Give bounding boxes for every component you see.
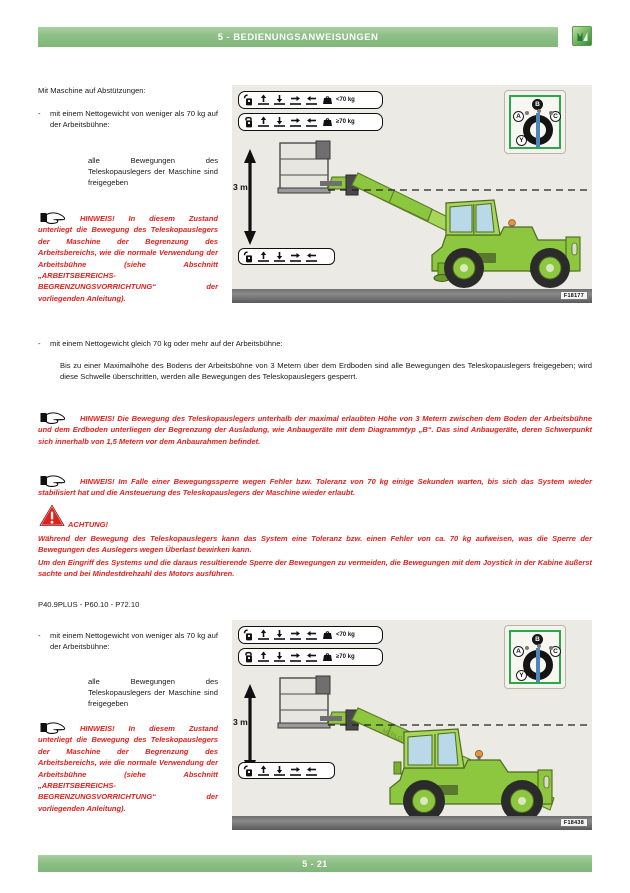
arrow-lift-up-icon bbox=[257, 629, 270, 641]
bullet-text: mit einem Nettogewicht von weniger als 70 kg auf der Arbeitsbühne: bbox=[50, 109, 218, 130]
weight-limit-label: <70 kg bbox=[336, 632, 355, 638]
arrow-lower-down-icon bbox=[273, 116, 286, 128]
selector-label-y: Y bbox=[516, 135, 527, 146]
section-one-note: HINWEIS! In diesem Zustand unterliegt die Bewegung des Teleskopauslegers der Maschine der Begrenzung des Arbeitsbereichs, wie die normale Verwendung der Arbeitsbühne (siehe Abschnitt „ARBEITSBEREICHS-BEGRENZUNGSVORRICHTUNG“ der vorliegenden Anleitung). bbox=[38, 214, 218, 303]
arrow-lower-down-icon bbox=[273, 629, 286, 641]
arrow-extend-out-icon bbox=[289, 94, 302, 106]
status-badge-lower bbox=[238, 762, 335, 779]
movement-arrow-group bbox=[257, 116, 318, 128]
warning-title: ACHTUNG! bbox=[68, 520, 108, 529]
status-badge-over-70kg bbox=[238, 113, 383, 131]
merlo-logo-icon bbox=[572, 26, 592, 46]
weight-icon bbox=[322, 117, 333, 127]
arrow-lift-up-icon bbox=[257, 116, 270, 128]
warning-triangle-icon bbox=[39, 504, 65, 527]
section-two-paragraph: Bis zu einer Maximalhöhe des Bodens der Arbeitsbühne von 3 Metern über dem Erdboden sind alle Bewegungen des Teleskopauslegers freigegeben; wird diese Schwelle überschritten, werden alle Bewegungen des Teleskopauslegers gesperrt. bbox=[60, 361, 592, 382]
height-measure-label: 3 m bbox=[233, 182, 248, 192]
bullet-dash: - bbox=[38, 339, 41, 348]
selector-label-b: B bbox=[532, 99, 543, 110]
status-badge-under-70kg bbox=[238, 626, 383, 644]
selector-label-c: C bbox=[550, 111, 561, 122]
status-badge-lower bbox=[238, 248, 335, 265]
weight-icon bbox=[322, 652, 333, 662]
arrow-retract-in-icon bbox=[305, 629, 318, 641]
page-header-bar bbox=[38, 27, 558, 47]
arrow-lower-down-icon bbox=[273, 251, 286, 263]
ground-strip bbox=[232, 289, 592, 303]
section-three-bullet bbox=[38, 630, 218, 652]
selector-label-c: C bbox=[550, 646, 561, 657]
arrow-extend-out-icon bbox=[289, 629, 302, 641]
platform-unlocked-icon bbox=[243, 251, 254, 263]
platform-unlocked-icon bbox=[243, 94, 254, 106]
arrow-extend-out-icon bbox=[289, 765, 302, 777]
warning-paragraph-two: Um den Eingriff des Systems und die daraus resultierende Sperre der Bewegungen zu vermeiden, die Bewegungen mit dem Joystick in der Kabine äußerst sachte und bei Mindestdrehzahl des Motors ausführen. bbox=[38, 558, 592, 579]
selector-terminals bbox=[523, 107, 555, 117]
arrow-lower-down-icon bbox=[273, 94, 286, 106]
movement-arrow-group bbox=[257, 94, 318, 106]
height-measure-label: 3 m bbox=[233, 717, 248, 727]
arrow-lift-up-icon bbox=[257, 94, 270, 106]
weight-icon bbox=[322, 95, 333, 105]
note-block-movement-lock: HINWEIS! Im Falle einer Bewegungssperre wegen Fehler bzw. Toleranz von 70 kg einige Sekunden warten, bis sich das System wieder stabilisiert hat und die Ansteuerung des Teleskopauslegers der Maschine wieder erlaubt. bbox=[38, 477, 592, 498]
arrow-retract-in-icon bbox=[305, 94, 318, 106]
work-platform bbox=[278, 676, 358, 730]
arrow-lift-up-icon bbox=[257, 651, 270, 663]
section-one-bullet bbox=[38, 108, 218, 130]
movement-arrow-group bbox=[257, 651, 318, 663]
bullet-text: mit einem Nettogewicht gleich 70 kg oder mehr auf der Arbeitsbühne: bbox=[50, 339, 283, 348]
note-block-diagram-type-b: HINWEIS! Die Bewegung des Teleskopauslegers unterhalb der maximal erlaubten Höhe von 3 Metern zwischen dem Boden der Arbeitsbühne und dem Erdboden unterliegen der Begrenzung der Ausladung, wie Anbaugeräte mit dem Diagrammtyp „B“. Das sind Anbaugeräte, deren Schwerpunkt sich innerhalb von 1,5 Metern vor dem Anbaurahmen befindet. bbox=[38, 414, 592, 446]
figure-id-label: F18438 bbox=[560, 818, 588, 827]
work-platform bbox=[278, 141, 358, 195]
arrow-lift-up-icon bbox=[257, 765, 270, 777]
bullet-dash: - bbox=[38, 109, 41, 118]
weight-icon bbox=[322, 630, 333, 640]
bullet-dash: - bbox=[38, 631, 41, 640]
weight-limit-label: ≥70 kg bbox=[336, 119, 355, 125]
selector-label-a: A bbox=[513, 111, 524, 122]
warning-paragraph-one: Während der Bewegung des Teleskopauslegers kann das System eine Toleranz bzw. einen Fehler von ca. 70 kg aufweisen, was die Sperre der Bewegungen des Auslegers wegen Überlast bewirken kann. bbox=[38, 534, 592, 555]
arrow-retract-in-icon bbox=[305, 251, 318, 263]
arrow-lower-down-icon bbox=[273, 651, 286, 663]
platform-unlocked-icon bbox=[243, 765, 254, 777]
height-measure-arrows bbox=[244, 149, 256, 245]
selector-label-y: Y bbox=[516, 670, 527, 681]
arrow-lift-up-icon bbox=[257, 251, 270, 263]
machine-models-line: P40.9PLUS - P60.10 - P72.10 bbox=[38, 600, 140, 609]
weight-limit-label: <70 kg bbox=[336, 97, 355, 103]
arrow-extend-out-icon bbox=[289, 651, 302, 663]
platform-unlocked-icon bbox=[243, 629, 254, 641]
arrow-extend-out-icon bbox=[289, 116, 302, 128]
bullet-text: mit einem Nettogewicht von weniger als 70 kg auf der Arbeitsbühne: bbox=[50, 631, 218, 652]
ground-strip bbox=[232, 816, 592, 830]
selector-label-a: A bbox=[513, 646, 524, 657]
section-one-subtext: alle Bewegungen des Teleskopauslegers der Maschine sind freigegeben bbox=[88, 156, 218, 188]
selector-terminals bbox=[523, 642, 555, 652]
section-one-intro: Mit Maschine auf Abstützungen: bbox=[38, 86, 146, 95]
section-three-note: HINWEIS! In diesem Zustand unterliegt die Bewegung des Teleskopauslegers der Maschine der Begrenzung des Arbeitsbereichs, wie die normale Verwendung der Arbeitsbühne (siehe Abschnitt „ARBEITSBEREICHS-BEGRENZUNGSVORRICHTUNG“ der vorliegenden Anleitung). bbox=[38, 724, 218, 813]
status-badge-over-70kg bbox=[238, 648, 383, 666]
arrow-lower-down-icon bbox=[273, 765, 286, 777]
figure-one-panel bbox=[232, 85, 592, 303]
platform-locked-icon bbox=[243, 651, 254, 663]
key-selector-diagram bbox=[504, 90, 566, 154]
section-two-bullet bbox=[38, 338, 592, 349]
selector-key-icon bbox=[536, 113, 540, 147]
svg-text:MERLO: MERLO bbox=[381, 728, 404, 743]
selector-key-icon bbox=[536, 648, 540, 682]
section-three-subtext: alle Bewegungen des Teleskopauslegers der Maschine sind freigegeben bbox=[88, 677, 218, 709]
arrow-retract-in-icon bbox=[305, 116, 318, 128]
key-selector-diagram bbox=[504, 625, 566, 689]
movement-arrow-group bbox=[257, 765, 318, 777]
page-header-title: 5 - BEDIENUNGSANWEISUNGEN bbox=[217, 31, 379, 43]
selector-label-b: B bbox=[532, 634, 543, 645]
arrow-retract-in-icon bbox=[305, 651, 318, 663]
page-footer-bar bbox=[38, 855, 592, 872]
figure-id-label: F18177 bbox=[560, 291, 588, 300]
figure-two-panel bbox=[232, 620, 592, 830]
height-measure-arrows bbox=[244, 684, 256, 774]
arrow-extend-out-icon bbox=[289, 251, 302, 263]
weight-limit-label: ≥70 kg bbox=[336, 654, 355, 660]
page-number: 5 - 21 bbox=[302, 858, 328, 869]
movement-arrow-group bbox=[257, 629, 318, 641]
movement-arrow-group bbox=[257, 251, 318, 263]
arrow-retract-in-icon bbox=[305, 765, 318, 777]
platform-locked-icon bbox=[243, 116, 254, 128]
status-badge-under-70kg bbox=[238, 91, 383, 109]
